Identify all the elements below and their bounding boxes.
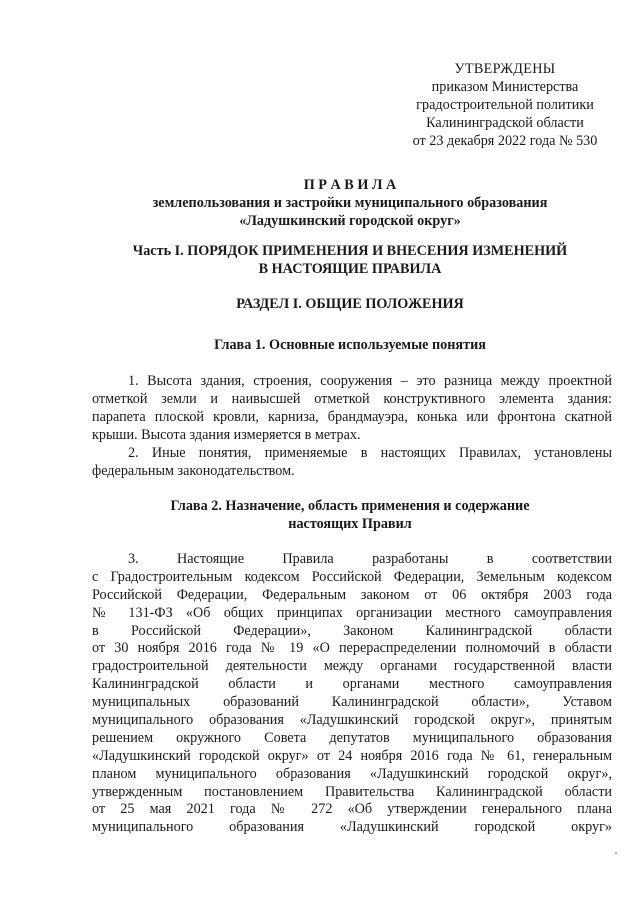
paragraph-line: утвержденным постановлением Правительства Калининградской области [92,783,612,800]
paragraph-line: муниципальных образований Калининградской области», Уставом [92,694,612,711]
approval-heading: УТВЕРЖДЕНЫ [454,61,556,77]
paragraph-line: федеральным законодательством. [92,462,295,479]
paragraph-line: парапета плоской кровли, карниза, брандмауэра, конька или фронтона скатной [92,408,612,425]
paragraph-line: 1. Высота здания, строения, сооружения – это разница между проектной [128,373,612,389]
paragraph-line: градостроительной деятельности между органами государственной власти [92,658,612,675]
scan-speck [615,852,617,854]
paragraph-line: Российской Федерации, Федеральным законом от 06 октября 2003 года [92,586,612,603]
paragraph-line: отметкой земли и наивысшей отметкой конструктивного элемента здания: [92,390,612,407]
approval-block [400,60,610,150]
title-heading: П Р А В И Л А [303,177,397,193]
document-title [90,176,610,230]
section-title: РАЗДЕЛ I. ОБЩИЕ ПОЛОЖЕНИЯ [236,296,464,312]
paragraph-line: 3. Настоящие Правила разработаны в соответствии [128,551,612,567]
paragraph-line: Калининградской области и органами местного самоуправления [92,676,612,693]
part-heading [90,242,610,278]
part-heading-line: Часть I. ПОРЯДОК ПРИМЕНЕНИЯ И ВНЕСЕНИЯ ИЗМЕНЕНИЙ [132,243,568,259]
chapter-2-title: Глава 2. Назначение, область применения и содержание [170,498,530,514]
paragraph-line: от 25 мая 2021 года № 272 «Об утверждении генерального плана [92,801,612,818]
paragraph-2 [92,445,612,481]
paragraph-3 [92,551,612,837]
title-subtitle: землепользования и застройки муниципального образования [152,195,548,211]
chapter-2-heading [90,497,610,533]
paragraph-line: 2. Иные понятия, применяемые в настоящих Правилах, установлены [128,445,612,461]
approval-line: приказом Министерства [431,79,579,95]
paragraph-line: решением окружного Совета депутатов муниципального образования [92,729,612,746]
chapter-2-title: настоящих Правил [288,516,412,532]
chapter-1-heading [90,336,610,354]
approval-line: Калининградской области [426,115,584,131]
approval-date: от 23 декабря 2022 года № 530 [412,133,598,149]
approval-line: градостроительной политики [416,97,594,113]
title-subtitle: «Ладушкинский городской округ» [239,213,461,229]
paragraph-line: с Градостроительным кодексом Российской Федерации, Земельным кодексом [92,568,612,585]
paragraph-line: в Российской Федерации», Законом Калининградской области [92,622,612,639]
paragraph-line: крыши. Высота здания измеряется в метрах. [92,426,361,443]
paragraph-line: № 131-ФЗ «Об общих принципах организации местного самоуправления [92,604,612,621]
paragraph-1 [92,373,612,445]
paragraph-line: «Ладушкинский городской округ» от 24 ноября 2016 года № 61, генеральным [92,747,612,764]
part-heading-line: В НАСТОЯЩИЕ ПРАВИЛА [258,261,442,277]
paragraph-line: муниципального образования «Ладушкинский городской округ», принятым [92,712,612,729]
paragraph-line: от 30 ноября 2016 года № 19 «О перераспределении полномочий в области [92,640,612,657]
paragraph-line: муниципального образования «Ладушкинский городской округ» [92,819,612,836]
paragraph-line: планом муниципального образования «Ладушкинский городской округ», [92,765,612,782]
chapter-1-title: Глава 1. Основные используемые понятия [214,337,486,353]
section-heading [90,295,610,313]
